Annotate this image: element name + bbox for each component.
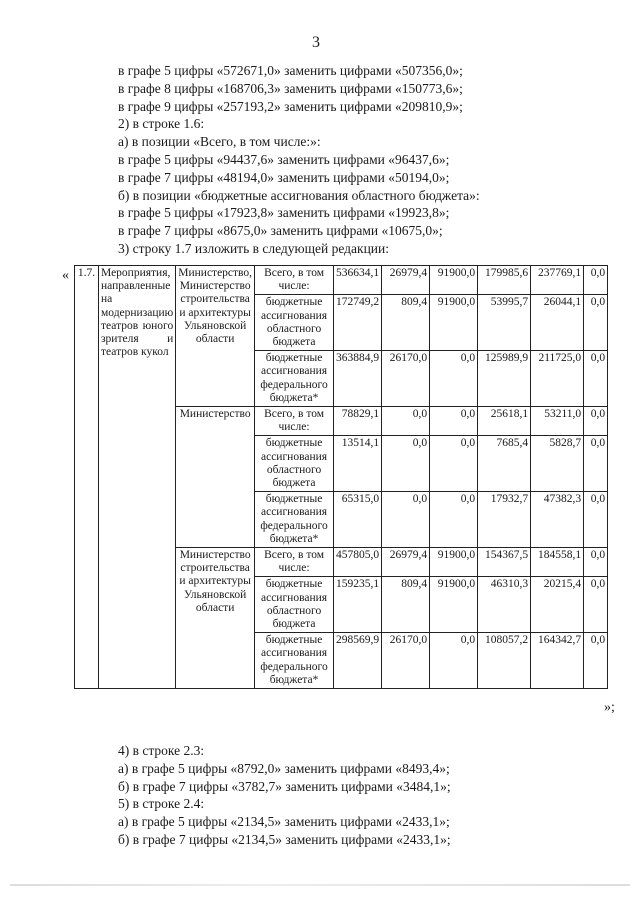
- text-line: в графе 9 цифры «257193,2» заменить цифрами «209810,9»;: [118, 98, 463, 114]
- value-cell: 0,0: [584, 492, 608, 548]
- value-cell: 184558,1: [531, 548, 584, 577]
- value-cell: 0,0: [382, 407, 430, 436]
- value-cell: 46310,3: [478, 577, 531, 633]
- text-line: а) в графе 5 цифры «8792,0» заменить цифрами «8493,4»;: [118, 760, 450, 776]
- table-row: [75, 266, 608, 295]
- value-cell: 47382,3: [531, 492, 584, 548]
- value-cell: 108057,2: [478, 633, 531, 689]
- value-cell: 26044,1: [531, 295, 584, 351]
- text-line: в графе 7 цифры «48194,0» заменить цифрами «50194,0»;: [118, 169, 450, 185]
- value-cell: 0,0: [430, 436, 478, 492]
- value-cell: 154367,5: [478, 548, 531, 577]
- value-cell: 53995,7: [478, 295, 531, 351]
- label-cell: бюджетные ассигнования областного бюджета: [255, 295, 334, 351]
- text-line: а) в графе 5 цифры «2134,5» заменить цифрами «2433,1»;: [118, 814, 450, 830]
- value-cell: 20215,4: [531, 577, 584, 633]
- text-line: а) в позиции «Всего, в том числе:»:: [118, 134, 321, 150]
- executor-cell: Министерство: [176, 407, 255, 548]
- value-cell: 17932,7: [478, 492, 531, 548]
- value-cell: 0,0: [584, 633, 608, 689]
- text-line: 4) в строке 2.3:: [118, 743, 205, 758]
- value-cell: 125989,9: [478, 351, 531, 407]
- value-cell: 0,0: [584, 295, 608, 351]
- text-line: в графе 5 цифры «94437,6» заменить цифрами «96437,6»;: [118, 151, 450, 167]
- text-line: в графе 8 цифры «168706,3» заменить цифрами «150773,6»;: [118, 80, 463, 96]
- value-cell: 0,0: [584, 436, 608, 492]
- value-cell: 0,0: [382, 492, 430, 548]
- value-cell: 26170,0: [382, 351, 430, 407]
- value-cell: 13514,1: [334, 436, 382, 492]
- label-cell: Всего, в том числе:: [255, 548, 334, 577]
- intro-text: [118, 62, 480, 258]
- value-cell: 164342,7: [531, 633, 584, 689]
- value-cell: 0,0: [382, 436, 430, 492]
- value-cell: 179985,6: [478, 266, 531, 295]
- text-line: б) в графе 7 цифры «2134,5» заменить цифрами «2433,1»;: [118, 831, 451, 847]
- text-line: б) в позиции «бюджетные ассигнования областного бюджета»:: [118, 187, 480, 203]
- label-cell: бюджетные ассигнования областного бюджета: [255, 436, 334, 492]
- label-cell: бюджетные ассигнования федерального бюджета*: [255, 492, 334, 548]
- value-cell: 26979,4: [382, 548, 430, 577]
- value-cell: 0,0: [584, 548, 608, 577]
- outro-text: [118, 742, 451, 849]
- value-cell: 298569,9: [334, 633, 382, 689]
- value-cell: 0,0: [584, 351, 608, 407]
- value-cell: 809,4: [382, 577, 430, 633]
- value-cell: 172749,2: [334, 295, 382, 351]
- value-cell: 0,0: [584, 577, 608, 633]
- text-line: 3) строку 1.7 изложить в следующей редакции:: [118, 240, 390, 256]
- opening-quote: «: [62, 268, 69, 283]
- page-number: 3: [312, 34, 320, 51]
- closing-quote: »;: [604, 700, 615, 715]
- value-cell: 809,4: [382, 295, 430, 351]
- value-cell: 0,0: [430, 407, 478, 436]
- value-cell: 91900,0: [430, 295, 478, 351]
- value-cell: 26170,0: [382, 633, 430, 689]
- text-line: 2) в строке 1.6:: [118, 116, 205, 132]
- scan-edge-divider: [10, 884, 630, 886]
- value-cell: 363884,9: [334, 351, 382, 407]
- executor-cell: Министерство строительства и архитектуры Ульяновской области: [176, 548, 255, 689]
- value-cell: 53211,0: [531, 407, 584, 436]
- value-cell: 0,0: [430, 351, 478, 407]
- value-cell: 0,0: [430, 492, 478, 548]
- label-cell: бюджетные ассигнования областного бюджета: [255, 577, 334, 633]
- value-cell: 211725,0: [531, 351, 584, 407]
- value-cell: 91900,0: [430, 577, 478, 633]
- label-cell: Всего, в том числе:: [255, 266, 334, 295]
- amendment-table: [74, 265, 608, 689]
- label-cell: Всего, в том числе:: [255, 407, 334, 436]
- value-cell: 457805,0: [334, 548, 382, 577]
- value-cell: 25618,1: [478, 407, 531, 436]
- executor-cell: Министерство, Министерство строительства и архитектуры Ульяновской области: [176, 266, 255, 407]
- value-cell: 237769,1: [531, 266, 584, 295]
- value-cell: 91900,0: [430, 266, 478, 295]
- value-cell: 0,0: [430, 633, 478, 689]
- text-line: в графе 5 цифры «572671,0» заменить цифрами «507356,0»;: [118, 63, 463, 78]
- text-line: 5) в строке 2.4:: [118, 796, 205, 812]
- text-line: в графе 7 цифры «8675,0» заменить цифрами «10675,0»;: [118, 223, 443, 239]
- row-number-cell: 1.7.: [75, 266, 99, 689]
- value-cell: 5828,7: [531, 436, 584, 492]
- label-cell: бюджетные ассигнования федерального бюджета*: [255, 351, 334, 407]
- value-cell: 7685,4: [478, 436, 531, 492]
- text-line: б) в графе 7 цифры «3782,7» заменить цифрами «3484,1»;: [118, 778, 451, 794]
- value-cell: 536634,1: [334, 266, 382, 295]
- value-cell: 65315,0: [334, 492, 382, 548]
- value-cell: 78829,1: [334, 407, 382, 436]
- value-cell: 0,0: [584, 266, 608, 295]
- text-line: в графе 5 цифры «17923,8» заменить цифрами «19923,8»;: [118, 205, 450, 221]
- label-cell: бюджетные ассигнования федерального бюджета*: [255, 633, 334, 689]
- value-cell: 26979,4: [382, 266, 430, 295]
- value-cell: 159235,1: [334, 577, 382, 633]
- value-cell: 0,0: [584, 407, 608, 436]
- value-cell: 91900,0: [430, 548, 478, 577]
- description-cell: Мероприятия, направленные на модернизацию театров юного зрителя и театров кукол: [99, 266, 176, 689]
